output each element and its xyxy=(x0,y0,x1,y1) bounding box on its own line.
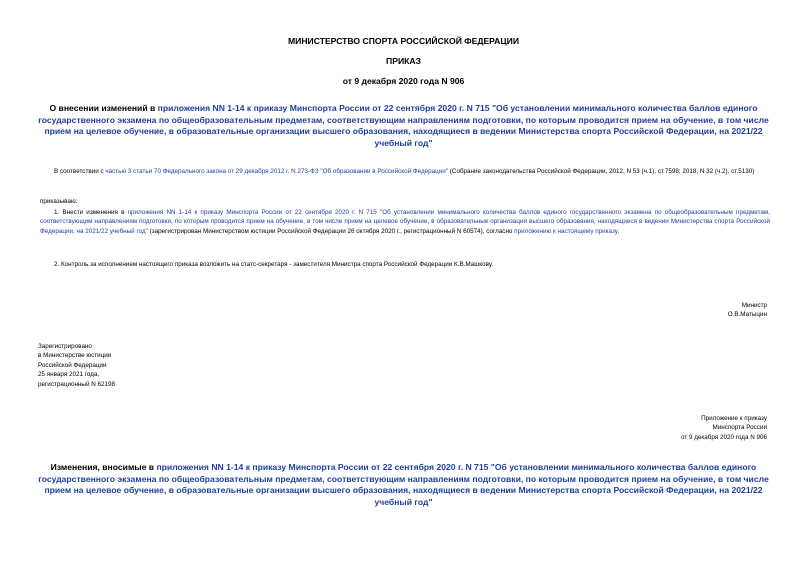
item-1-order-link[interactable]: приложения NN 1-14 к приказу Минспорта России от 22 сентября 2020 г. N 715 "Об установлении минимального количества баллов единого государственного экзамена по общеобразовательным предметам, соответствующим направлениям подготовки, по которым проводится прием на обучение, в том числе прием на целевое обучение, в образовательные организации высшего образования, находящиеся в ведении Министерства спорта Российской Федерации, на 2021/22 учебный год" xyxy=(40,209,770,235)
preamble-text-end: (Собрание законодательства Российской Федерации, 2012, N 53 (ч.1), ст.7598; 2018, N 32 (ч.2), ст.5130) xyxy=(448,168,755,175)
item-1-paragraph xyxy=(40,208,770,236)
law-link[interactable]: частью 3 статьи 70 Федерального закона от 29 декабря 2012 г. N 273-ФЗ "Об образовании в Российской Федерации" xyxy=(105,168,449,175)
registration-block xyxy=(38,342,115,389)
registration-line-4: 25 января 2021 года, xyxy=(38,371,100,379)
appendix-link[interactable]: приложению к настоящему приказу xyxy=(514,227,618,235)
item-1-text-start: 1. Внести изменения в xyxy=(54,209,128,216)
registration-line-1: Зарегистрировано xyxy=(38,343,92,350)
appendix-ref-line-1: Приложение к приказу xyxy=(701,415,767,422)
title-prefix: О внесении изменений в xyxy=(49,103,158,113)
registration-line-2: в Министерстве юстиции xyxy=(38,352,112,360)
ministry-heading: МИНИСТЕРСТВО СПОРТА РОССИЙСКОЙ ФЕДЕРАЦИИ xyxy=(287,36,519,46)
appendix-title xyxy=(30,462,777,508)
appendix-reference xyxy=(681,414,767,442)
item-2-paragraph: 2. Контроль за исполнением настоящего приказа возложить на статс-секретаря - заместителя Министра спорта Российской Федерации К.В.Машкову. xyxy=(54,261,494,268)
registration-line-3: Российской Федерации xyxy=(38,361,107,369)
preamble-paragraph xyxy=(40,167,770,176)
preamble-text-start: В соответствии с xyxy=(54,168,106,175)
appendix-ref-line-3: от 9 декабря 2020 года N 906 xyxy=(680,433,767,441)
signature-position: Министр xyxy=(741,302,767,309)
appendix-title-link[interactable]: приложения NN 1-14 к приказу Минспорта России от 22 сентября 2020 г. N 715 "Об установлении минимального количества баллов единого государственного экзамена по общеобразовательным предметам, соответствующим направлениям подготовки, по которым проводится прием на обучение, в том числе прием на целевое обучение, в образовательные организации высшего образования, находящиеся в ведении Министерства спорта Российской Федерации, на 2021/22 учебный год" xyxy=(38,462,769,507)
signature-name: О.В.Матыцин xyxy=(727,311,767,319)
item-1-text-middle: (зарегистрирован Министерством юстиции Российской Федерации 26 октября 2020 г., регистрационный N 60574), согласно xyxy=(147,227,515,235)
document-title xyxy=(30,103,777,149)
appendix-title-prefix: Изменения, вносимые в xyxy=(50,462,157,472)
doc-date-heading: от 9 декабря 2020 года N 906 xyxy=(342,76,465,86)
title-link[interactable]: приложения NN 1-14 к приказу Минспорта России от 22 сентября 2020 г. N 715 "Об установлении минимального количества баллов единого государственного экзамена по общеобразовательным предметам, соответствующим направлениям подготовки, по которым проводится прием на обучение, в том числе прием на целевое обучение, в образовательные организации высшего образования, находящиеся в ведении Министерства спорта Российской Федерации, на 2021/22 учебный год" xyxy=(38,103,769,148)
signature-block xyxy=(728,301,767,320)
registration-line-5: регистрационный N 62198 xyxy=(38,380,116,388)
item-1-text-end: . xyxy=(617,227,620,235)
order-word: приказываю: xyxy=(40,198,78,205)
appendix-ref-line-2: Минспорта России xyxy=(712,424,767,432)
doc-type-heading: ПРИКАЗ xyxy=(386,56,421,66)
